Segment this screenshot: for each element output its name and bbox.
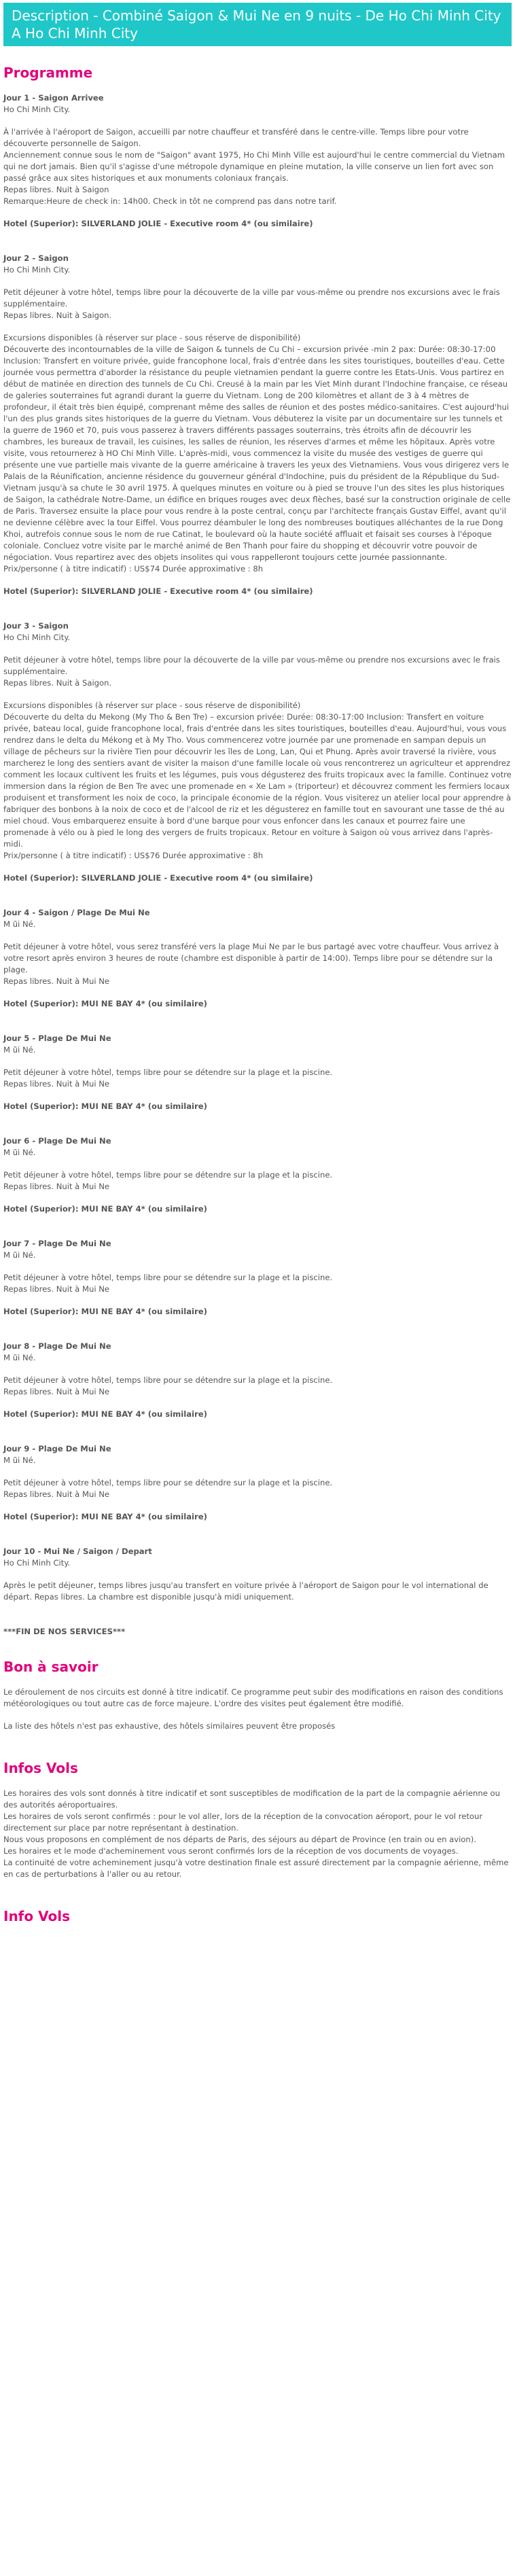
day-hotel: Hotel (Superior): SILVERLAND JOLIE - Executive room 4* (ou similaire) (3, 219, 313, 228)
day-hotel: Hotel (Superior): MUI NE BAY 4* (ou similaire) (3, 1204, 207, 1214)
day-hotel: Hotel (Superior): SILVERLAND JOLIE - Executive room 4* (ou similaire) (3, 586, 313, 596)
day-description: Après le petit déjeuner, temps libres jusqu'au transfert en voiture privée à l'aéroport de Saigon pour le vol international de départ. Repas libres. La chambre est disponible jusqu'à midi uniquement. (3, 1581, 489, 1602)
bon-a-savoir-paragraph: La liste des hôtels n'est pas exhaustive, des hôtels similaires peuvent être proposés (3, 1721, 336, 1731)
day-block (3, 1341, 512, 1420)
programme-days (3, 92, 512, 1603)
day-block (3, 1033, 512, 1112)
day-title: Jour 6 - Plage De Mui Ne (3, 1136, 111, 1146)
day-title: Jour 10 - Mui Ne / Saigon / Depart (3, 1547, 152, 1556)
day-location: Ho Chi Minh City. (3, 633, 71, 642)
day-description: Petit déjeuner à votre hôtel, temps libre pour la découverte de la ville par vous-même ou prendre nos excursions avec le frais supplémentaire. Repas libres. Nuit à Saigon. (3, 655, 500, 688)
day-hotel: Hotel (Superior): MUI NE BAY 4* (ou similaire) (3, 1409, 207, 1419)
day-block (3, 92, 512, 230)
day-location: M ũi Né. (3, 1045, 36, 1055)
day-hotel: Hotel (Superior): MUI NE BAY 4* (ou similaire) (3, 1512, 207, 1521)
day-description: Petit déjeuner à votre hôtel, temps libre pour se détendre sur la plage et la piscine. Repas libres. Nuit à Mui Ne (3, 1273, 333, 1294)
day-location: M ũi Né. (3, 1148, 36, 1157)
day-title: Jour 9 - Plage De Mui Ne (3, 1444, 111, 1453)
day-block (3, 1546, 512, 1603)
day-title: Jour 2 - Saigon (3, 253, 69, 263)
day-description: Petit déjeuner à votre hôtel, temps libre pour se détendre sur la plage et la piscine. Repas libres. Nuit à Mui Ne (3, 1478, 333, 1499)
day-description: Petit déjeuner à votre hôtel, temps libre pour se détendre sur la plage et la piscine. Repas libres. Nuit à Mui Ne (3, 1375, 333, 1396)
day-block (3, 907, 512, 1010)
day-hotel: Hotel (Superior): MUI NE BAY 4* (ou similaire) (3, 1307, 207, 1316)
day-description: Excursions disponibles (à réserver sur place - sous réserve de disponibilité) Découverte du delta du Mekong (My Tho & Ben Tre) – excursion privée: Durée: 08:30-17:00 Inclusion: Transfert en voiture privée, bateau local, guide francophone local, frais d'entrée dans les sites touristiques, bouteilles d'eau. Aujourd'hui, vous vous rendrez dans le delta du Mékong et à My Tho. Vous commencerez votre journée par une promenade en sampan depuis un village de pêcheurs sur la rivière Tien pour découvrir les îles de Long, Lan, Qui et Phung. Après avoir traversé la rivière, vous marcherez le long des sentiers avant de visiter la maison d'une famille locale où vous rencontrerez un agriculteur et apprendrez comment les locaux cultivent les fruits et les légumes, puis vous dégusterez des fruits tropicaux avec la famille. Continuez votre immersion dans la région de Ben Tre avec une promenade en « Xe Lam » (triporteur) et découvrez comment les fermiers locaux produisent et transforment les noix de coco, la principale économie de la région. Vous visiterez un atelier local pour apprendre à fabriquer des bonbons à la noix de coco et de l'alcool de riz et les dégusterez en famille tout en savourant une tasse de thé au miel choud. Vous embarquerez ensuite à bord d'une barque pour vous enfoncer dans les canaux et pourrez faire une promenade à vélo ou à pied le long des vergers de fruits tropicaux. Retour en voiture à Saigon où vous arrivez dans l'après-midi. Prix/personne ( à titre indicatif) : US$76 Durée approximative : 8h (3, 701, 512, 860)
day-block (3, 253, 512, 597)
day-location: M ũi Né. (3, 1353, 36, 1362)
day-location: M ũi Né. (3, 1250, 36, 1260)
page-title: Description - Combiné Saigon & Mui Ne en 9 nuits - De Ho Chi Minh City A Ho Chi Minh City (3, 3, 512, 46)
day-block (3, 1135, 512, 1215)
day-title: Jour 1 - Saigon Arrivee (3, 93, 104, 103)
day-hotel: Hotel (Superior): MUI NE BAY 4* (ou similaire) (3, 1101, 207, 1111)
day-hotel: Hotel (Superior): MUI NE BAY 4* (ou similaire) (3, 999, 207, 1008)
info-vols-heading: Info Vols (3, 1908, 70, 1924)
day-title: Jour 7 - Plage De Mui Ne (3, 1239, 111, 1248)
end-of-services: ***FIN DE NOS SERVICES*** (3, 1627, 126, 1636)
day-hotel: Hotel (Superior): SILVERLAND JOLIE - Executive room 4* (ou similaire) (3, 873, 313, 883)
day-title: Jour 4 - Saigon / Plage De Mui Ne (3, 908, 150, 917)
day-title: Jour 5 - Plage De Mui Ne (3, 1034, 111, 1043)
day-description: Petit déjeuner à votre hôtel, vous serez transféré vers la plage Mui Ne par le bus partagé avec votre chauffeur. Vous arrivez à votre resort après environ 3 heures de route (chambre est disponible à partir de 14:00). Temps libre pour se détendre sur la plage. Repas libres. Nuit à Mui Ne (3, 942, 499, 986)
infos-vols-text: Les horaires des vols sont donnés à titre indicatif et sont susceptibles de modification de la part de la compagnie aérienne ou des autorités aéroportuaires. Les horaires de vols seront confirmés : pour le vol aller, lors de la réception de la convocation aéroport, pour le vol retour directement sur place par notre représentant à destination. Nous vous proposons en complément de nos départs de Paris, des séjours au départ de Province (en train ou en avion). Les horaires et le mode d'acheminement vous seront confirmés lors de la réception de vos documents de voyages. La continuité de votre acheminement jusqu'à votre destination finale est assuré directement par la compagnie aérienne, même en cas de perturbations à l'aller ou au retour. (3, 1788, 509, 1879)
day-title: Jour 8 - Plage De Mui Ne (3, 1341, 111, 1351)
day-description: Excursions disponibles (à réserver sur place - sous réserve de disponibilité) Découverte des incontournables de la ville de Saigon & tunnels de Cu Chi – excursion privée -min 2 pax: Durée: 08:30-17:00 Inclusion: Transfert en voiture privée, guide francophone local, frais d'entrée dans les sites touristiques, bouteilles d'eau. Cette journée vous permettra d'aborder la résistance du peuple vietnamien pendant la guerre contre les Etats-Unis. Vous partirez en début de matinée en direction des tunnels de Cu Chi. Creusé à la main par les Viet Minh durant l'Indochine française, ce réseau de galeries souterraines fut agrandi durant la guerre du Vietnam. Long de 200 kilomètres et allant de 3 à 4 mètres de profondeur, il était très bien équipé, comprenant même des salles de réunion et des postes médico-sanitaires. C'est aujourd'hui l'un des plus grands sites historiques de la guerre du Vietnam. Vous débuterez la visite par un documentaire sur les tunnels et la guerre de 1960 et 70, puis vous passerez à travers différents passages souterrains, très étroits afin de découvrir les chambres, les bureaux de travail, les cuisines, les salles de réunion, les réserves d'armes et même les hôpitaux. Après votre visite, vous retournerez à HO Chi Minh Ville. L'après-midi, vous commencez la visite du musée des vestiges de guerre qui présente une vue partielle mais vivante de la guerre américaine à travers les yeux des Vietnamiens. Vous vous dirigerez vers le Palais de la Réunification, ancienne résidence du gouverneur général d'Indochine, puis du président de la République du Sud-Vietnam jusqu'à sa chute le 30 avril 1975. À quelques minutes en voiture ou à pied se trouve l'un des sites les plus historiques de Saigon, la cathédrale Notre-Dame, un édifice en briques rouges avec deux flèches, basé sur la construction originale de celle de Paris. Traversez ensuite la place pour vous rendre à la poste central, conçu par l'architecte français Gustav Eiffel, avant qu'il ne devienne célèbre avec la tour Eiffel. Vous pourrez déambuler le long des nombreuses boutiques alléchantes de la rue Dong Khoi, autrefois connue sous le nom de rue Catinat, le boulevard où la haute société affluait et faisait ses courses à l'époque coloniale. Concluez votre visite par le marché animé de Ben Thanh pour faire du shopping et découvrir votre pouvoir de négociation. Vous repartirez avec des objets insolites qui vous rappelleront toujours cette journée passionnante. Prix/personne ( à titre indicatif) : US$74 Durée approximative : 8h (3, 333, 511, 574)
day-title: Jour 3 - Saigon (3, 621, 69, 631)
day-location: M ũi Né. (3, 1455, 36, 1465)
bon-a-savoir-heading: Bon à savoir (3, 1659, 99, 1675)
day-location: Ho Chi Minh City. (3, 1558, 71, 1568)
day-location: Ho Chi Minh City. (3, 105, 71, 114)
day-description: Petit déjeuner à votre hôtel, temps libre pour la découverte de la ville par vous-même ou prendre nos excursions avec le frais supplémentaire. Repas libres. Nuit à Saigon. (3, 287, 500, 320)
day-location: M ũi Né. (3, 919, 36, 929)
day-location: Ho Chi Minh City. (3, 265, 71, 275)
bon-a-savoir-paragraph: Le déroulement de nos circuits est donné à titre indicatif. Ce programme peut subir des modifications en raison des conditions météorologiques ou tout autre cas de force majeure. L'ordre des visites peut également être modifié. (3, 1687, 503, 1708)
infos-vols-heading: Infos Vols (3, 1760, 78, 1776)
day-description: Petit déjeuner à votre hôtel, temps libre pour se détendre sur la plage et la piscine. Repas libres. Nuit à Mui Ne (3, 1068, 333, 1089)
day-description: Petit déjeuner à votre hôtel, temps libre pour se détendre sur la plage et la piscine. Repas libres. Nuit à Mui Ne (3, 1170, 333, 1191)
day-block (3, 1443, 512, 1523)
day-block (3, 620, 512, 884)
day-block (3, 1238, 512, 1318)
programme-heading: Programme (3, 65, 93, 81)
day-description: À l'arrivée à l'aéroport de Saigon, accueilli par notre chauffeur et transféré dans le centre-ville. Temps libre pour votre découverte personnelle de Saigon. Anciennement connue sous le nom de "Saigon" avant 1975, Ho Chi Minh Ville est aujourd'hui le centre commercial du Vietnam qui ne dort jamais. Bien qu'il s'agisse d'une métropole dynamique en pleine mutation, la ville conserve un lien fort avec son passé grâce aux sites historiques et aux monuments coloniaux français. Repas libres. Nuit à Saigon Remarque:Heure de check in: 14h00. Check in tôt ne comprend pas dans notre tarif. (3, 127, 505, 206)
